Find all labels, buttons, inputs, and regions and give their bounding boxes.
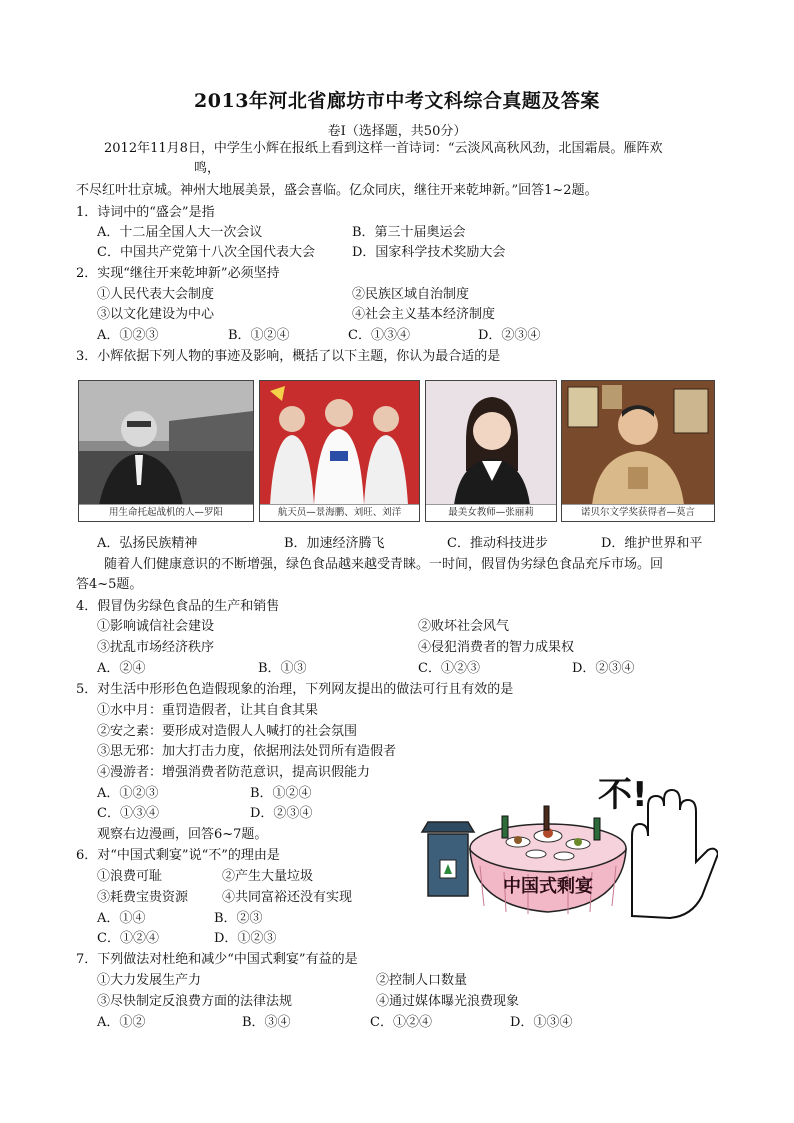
q2-stem: 2．实现“继往开来乾坤新”必须坚持 [76, 266, 280, 281]
intro-line-1b: 鸣， [194, 161, 221, 176]
q6-statement-3: ③耗费宝贵资源 [97, 890, 189, 905]
q5-stem: 5．对生活中形形色色造假现象的治理，下列网友提出的做法可行且有效的是 [76, 682, 514, 697]
q4-stem: 4．假冒伪劣绿色食品的生产和销售 [76, 599, 280, 614]
section-subtitle: 卷Ⅰ（选择题，共50分） [327, 124, 467, 139]
q2-statement-1: ①人民代表大会制度 [97, 287, 215, 302]
photo-caption-1: 用生命托起战机的人—罗阳 [79, 504, 253, 521]
q1-option-a: A．十二届全国人大一次会议 [97, 225, 263, 240]
q7-stem: 7．下列做法对杜绝和减少“中国式剩宴”有益的是 [76, 952, 358, 967]
q7-option-d: D．①③④ [510, 1015, 573, 1030]
q4-option-d: D．②③④ [572, 661, 635, 676]
q4-statement-3: ③扰乱市场经济秩序 [97, 640, 215, 655]
q6-statement-1: ①浪费可耻 [97, 869, 163, 884]
photo-astronauts [259, 380, 420, 522]
q3-stem: 3．小辉依据下列人物的事迹及影响，概括了以下主题，你认为最合适的是 [76, 349, 501, 364]
q4-statement-4: ④侵犯消费者的智力成果权 [418, 640, 575, 655]
q1-option-d: D．国家科学技术奖励大会 [352, 245, 506, 260]
intro2-line-1: 随着人们健康意识的不断增强，绿色食品越来越受青睐。一时间，假冒伪劣绿色食品充斥市场。回 [104, 557, 664, 572]
photo-luo-yang [78, 380, 254, 522]
q2-option-b: B．①②④ [228, 328, 290, 343]
q2-option-d: D．②③④ [478, 328, 541, 343]
trash-bin-icon [422, 822, 474, 896]
q6-option-b: B．②③ [214, 911, 263, 926]
q7-option-b: B．③④ [242, 1015, 291, 1030]
q4-option-b: B．①③ [258, 661, 307, 676]
q6-option-c: C．①②④ [97, 931, 159, 946]
q7-statement-4: ④通过媒体曝光浪费现象 [376, 994, 520, 1009]
intro-line-1: 2012年11月8日，中学生小辉在报纸上看到这样一首诗词：“云淡风高秋风劲，北国霜晨。雁阵欢 [104, 141, 663, 156]
intro2-line-2: 答4~5题。 [76, 577, 143, 592]
photo-caption-4: 诺贝尔文学奖获得者—莫言 [562, 504, 714, 521]
q5-option-b: B．①②④ [250, 786, 312, 801]
q2-statement-2: ②民族区域自治制度 [352, 287, 470, 302]
cartoon-chinese-style-leftover-banquet [418, 766, 718, 926]
q5-statement-1: ①水中月：重罚造假者，让其自食其果 [97, 703, 319, 718]
q6-stem: 6．对“中国式剩宴”说“不”的理由是 [76, 848, 280, 863]
photo-zhang-lili [425, 380, 557, 522]
q6-statement-2: ②产生大量垃圾 [222, 869, 314, 884]
q5-statement-4: ④漫游者：增强消费者防范意识，提高识假能力 [97, 765, 371, 780]
q2-option-a: A．①②③ [97, 328, 159, 343]
q1-option-c: C．中国共产党第十八次全国代表大会 [97, 245, 315, 260]
photo-mo-yan [561, 380, 715, 522]
q5-option-a: A．①②③ [97, 786, 159, 801]
q4-statement-2: ②败坏社会风气 [418, 619, 510, 634]
q4-option-a: A．②④ [97, 661, 146, 676]
q4-statement-1: ①影响诚信社会建设 [97, 619, 215, 634]
cartoon-table-label: 中国式剩宴 [503, 876, 593, 897]
q7-statement-1: ①大力发展生产力 [97, 973, 202, 988]
q5-option-c: C．①③④ [97, 806, 159, 821]
q5-option-d: D．②③④ [250, 806, 313, 821]
intro-line-2: 不尽红叶壮京城。神州大地展美景，盛会喜临。亿众同庆，继往开来乾坤新。”回答1~2题。 [76, 183, 598, 198]
q2-statement-3: ③以文化建设为中心 [97, 307, 215, 322]
q6-statement-4: ④共同富裕还没有实现 [222, 890, 353, 905]
q7-statement-2: ②控制人口数量 [376, 973, 468, 988]
page-title: 2013年河北省廊坊市中考文科综合真题及答案 [194, 90, 600, 112]
q1-option-b: B．第三十届奥运会 [352, 225, 466, 240]
cartoon-no-text: 不! [598, 775, 648, 815]
q3-option-a: A．弘扬民族精神 [97, 536, 198, 551]
photo-caption-3: 最美女教师—张丽莉 [426, 504, 556, 521]
q6-option-d: D．①②③ [214, 931, 277, 946]
q2-option-c: C．①③④ [348, 328, 410, 343]
q3-option-d: D．维护世界和平 [601, 536, 703, 551]
q7-option-a: A．①② [97, 1015, 146, 1030]
photo-caption-2: 航天员—景海鹏、刘旺、刘洋 [260, 504, 419, 521]
q6-option-a: A．①④ [97, 911, 146, 926]
q3-option-b: B．加速经济腾飞 [284, 536, 385, 551]
q2-statement-4: ④社会主义基本经济制度 [352, 307, 496, 322]
q1-stem: 1．诗词中的“盛会”是指 [76, 205, 215, 220]
cartoon-intro: 观察右边漫画，回答6~7题。 [97, 827, 268, 842]
q4-option-c: C．①②③ [418, 661, 480, 676]
q3-option-c: C．推动科技进步 [447, 536, 548, 551]
q5-statement-3: ③思无邪：加大打击力度，依据刑法处罚所有造假者 [97, 744, 397, 759]
q7-option-c: C．①②④ [370, 1015, 432, 1030]
q5-statement-2: ②安之素：要形成对造假人人喊打的社会氛围 [97, 724, 358, 739]
q7-statement-3: ③尽快制定反浪费方面的法律法规 [97, 994, 293, 1009]
